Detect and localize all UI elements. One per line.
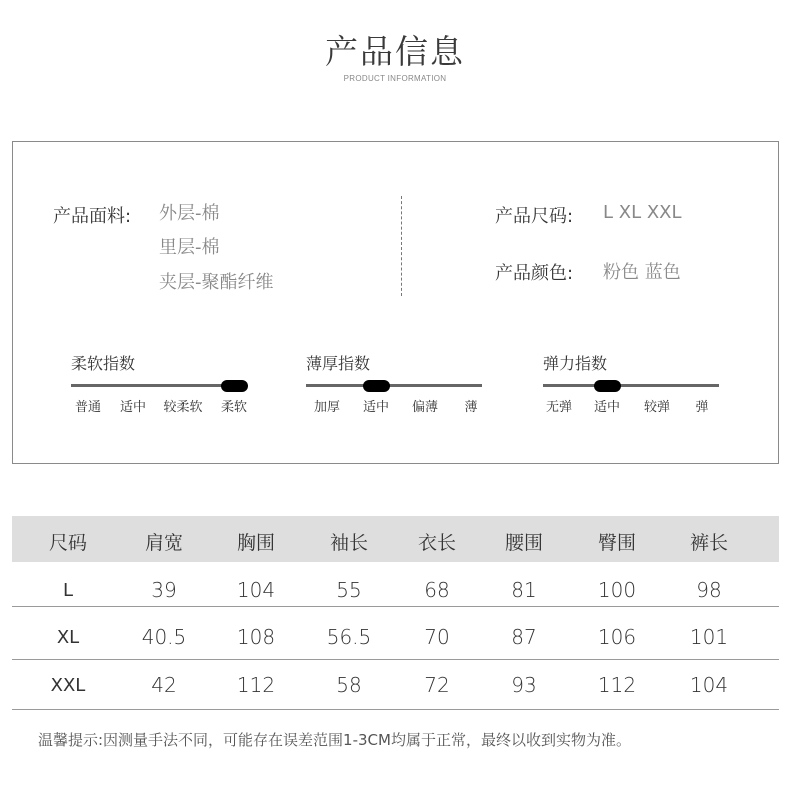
fabric-value-filling: 夹层-聚酯纤维: [159, 272, 274, 293]
index-knob: [221, 380, 248, 392]
size-label: 产品尺码:: [495, 206, 574, 227]
index-knob: [363, 380, 390, 392]
table-value-cell: 112: [597, 673, 637, 697]
table-value-cell: 55: [336, 578, 362, 602]
table-row-divider: [12, 606, 779, 607]
index-tick-label: 薄: [464, 400, 478, 415]
index-title: 弹力指数: [543, 354, 608, 373]
fabric-value-outer: 外层-棉: [159, 203, 220, 224]
table-value-cell: 100: [597, 578, 637, 602]
index-track: [543, 384, 719, 387]
index-tick-label: 偏薄: [411, 400, 439, 415]
table-value-cell: 98: [696, 578, 722, 602]
index-tick-label: 弹: [695, 400, 709, 415]
table-value-cell: 108: [236, 625, 276, 649]
page-subtitle: PRODUCT INFORMATION: [343, 74, 447, 83]
index-tick-label: 适中: [119, 400, 147, 415]
table-header-cell: 肩宽: [144, 532, 184, 554]
table-value-cell: 40.5: [141, 625, 187, 649]
index-tick-label: 适中: [362, 400, 390, 415]
table-header-cell: 衣长: [417, 532, 457, 554]
index-title: 柔软指数: [71, 354, 136, 373]
table-size-cell: XXL: [50, 675, 86, 696]
index-tick-label: 柔软: [220, 400, 248, 415]
index-tick-label: 较柔软: [163, 400, 203, 415]
index-tick-label: 适中: [593, 400, 621, 415]
size-table-header: [12, 516, 779, 562]
table-size-cell: L: [62, 580, 74, 601]
table-value-cell: 58: [336, 673, 362, 697]
table-value-cell: 39: [151, 578, 177, 602]
measurement-note: 温馨提示:因测量手法不同，可能存在误差范围1-3CM均属于正常，最终以收到实物为准。: [38, 731, 631, 749]
table-header-cell: 腰围: [504, 532, 544, 554]
index-title: 薄厚指数: [306, 354, 371, 373]
table-header-cell: 袖长: [329, 532, 369, 554]
index-knob: [594, 380, 621, 392]
color-label: 产品颜色:: [495, 263, 574, 284]
table-value-cell: 104: [689, 673, 729, 697]
table-value-cell: 93: [511, 673, 537, 697]
fabric-value-lining: 里层-棉: [159, 237, 220, 258]
info-divider: [401, 196, 402, 296]
table-row-divider: [12, 709, 779, 710]
table-row-divider: [12, 659, 779, 660]
table-value-cell: 112: [236, 673, 276, 697]
table-header-cell: 裤长: [689, 532, 729, 554]
table-value-cell: 68: [424, 578, 450, 602]
index-tick-label: 加厚: [313, 400, 341, 415]
table-value-cell: 56.5: [326, 625, 372, 649]
index-tick-label: 普通: [74, 400, 102, 415]
table-value-cell: 87: [511, 625, 537, 649]
color-value: 粉色 蓝色: [603, 262, 681, 283]
table-header-cell: 胸围: [236, 532, 276, 554]
table-header-cell: 臀围: [597, 532, 637, 554]
product-info-box: [12, 141, 779, 464]
table-value-cell: 101: [689, 625, 729, 649]
table-value-cell: 70: [424, 625, 450, 649]
table-value-cell: 106: [597, 625, 637, 649]
table-value-cell: 42: [151, 673, 177, 697]
table-header-cell: 尺码: [48, 532, 88, 554]
table-size-cell: XL: [56, 627, 80, 648]
fabric-label: 产品面料:: [53, 206, 132, 227]
index-track: [306, 384, 482, 387]
table-value-cell: 81: [511, 578, 537, 602]
index-tick-label: 较弹: [643, 400, 671, 415]
table-value-cell: 72: [424, 673, 450, 697]
index-tick-label: 无弹: [545, 400, 573, 415]
table-value-cell: 104: [236, 578, 276, 602]
page-title: 产品信息: [325, 32, 465, 71]
size-value: L XL XXL: [603, 202, 682, 223]
